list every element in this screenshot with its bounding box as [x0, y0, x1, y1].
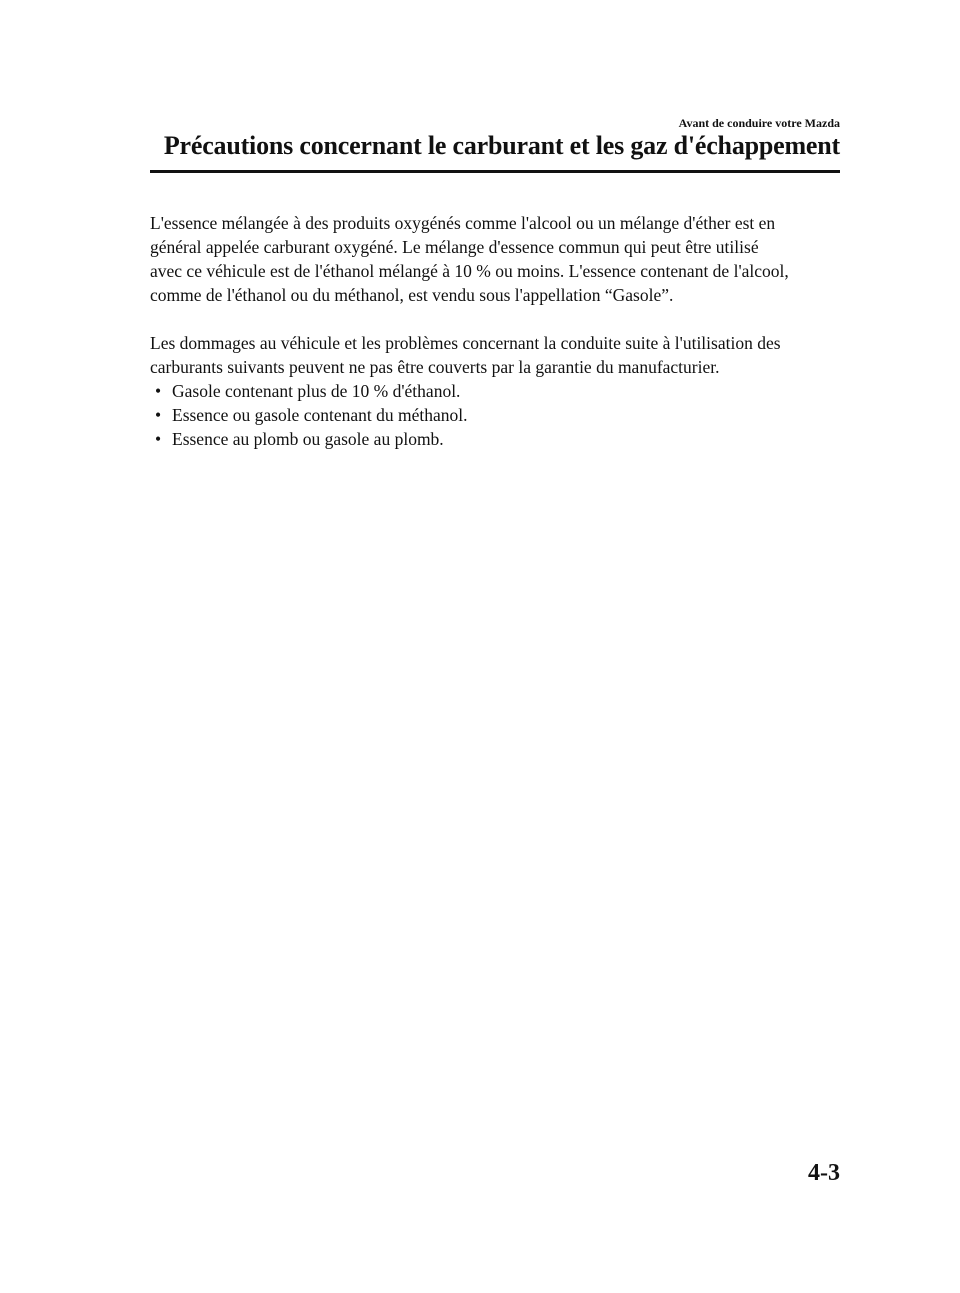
paragraph-line: L'essence mélangée à des produits oxygénés comme l'alcool ou un mélange d'éther est en: [150, 213, 776, 233]
paragraph-line: Les dommages au véhicule et les problèmes concernant la conduite suite à l'utilisation des: [150, 333, 781, 353]
page-content: [150, 211, 850, 451]
paragraph-line: carburants suivants peuvent ne pas être couverts par la garantie du manufacturier.: [150, 357, 720, 377]
list-item-text: Gasole contenant plus de 10 % d'éthanol.: [172, 381, 461, 401]
page-number: 4-3: [808, 1160, 840, 1186]
bullet-icon: •: [155, 405, 162, 425]
list-item: [150, 379, 850, 403]
list-item-text: Essence ou gasole contenant du méthanol.: [172, 405, 468, 425]
fuel-bullet-list: [150, 379, 850, 451]
bullet-icon: •: [155, 429, 162, 449]
list-item-text: Essence au plomb ou gasole au plomb.: [172, 429, 444, 449]
paragraph-warranty: [150, 331, 850, 379]
running-header-section: Avant de conduire votre Mazda: [678, 116, 840, 130]
paragraph-line: avec ce véhicule est de l'éthanol mélangé à 10 % ou moins. L'essence contenant de l'alcool,: [150, 261, 789, 281]
paragraph-line: général appelée carburant oxygéné. Le mélange d'essence commun qui peut être utilisé: [150, 237, 759, 257]
header-rule: [150, 170, 840, 173]
list-item: [150, 403, 850, 427]
paragraph-line: comme de l'éthanol ou du méthanol, est vendu sous l'appellation “Gasole”.: [150, 285, 674, 305]
page-title: Précautions concernant le carburant et les gaz d'échappement: [163, 131, 840, 160]
bullet-icon: •: [155, 381, 162, 401]
paragraph-oxygenated-fuel: [150, 211, 850, 307]
list-item: [150, 427, 850, 451]
